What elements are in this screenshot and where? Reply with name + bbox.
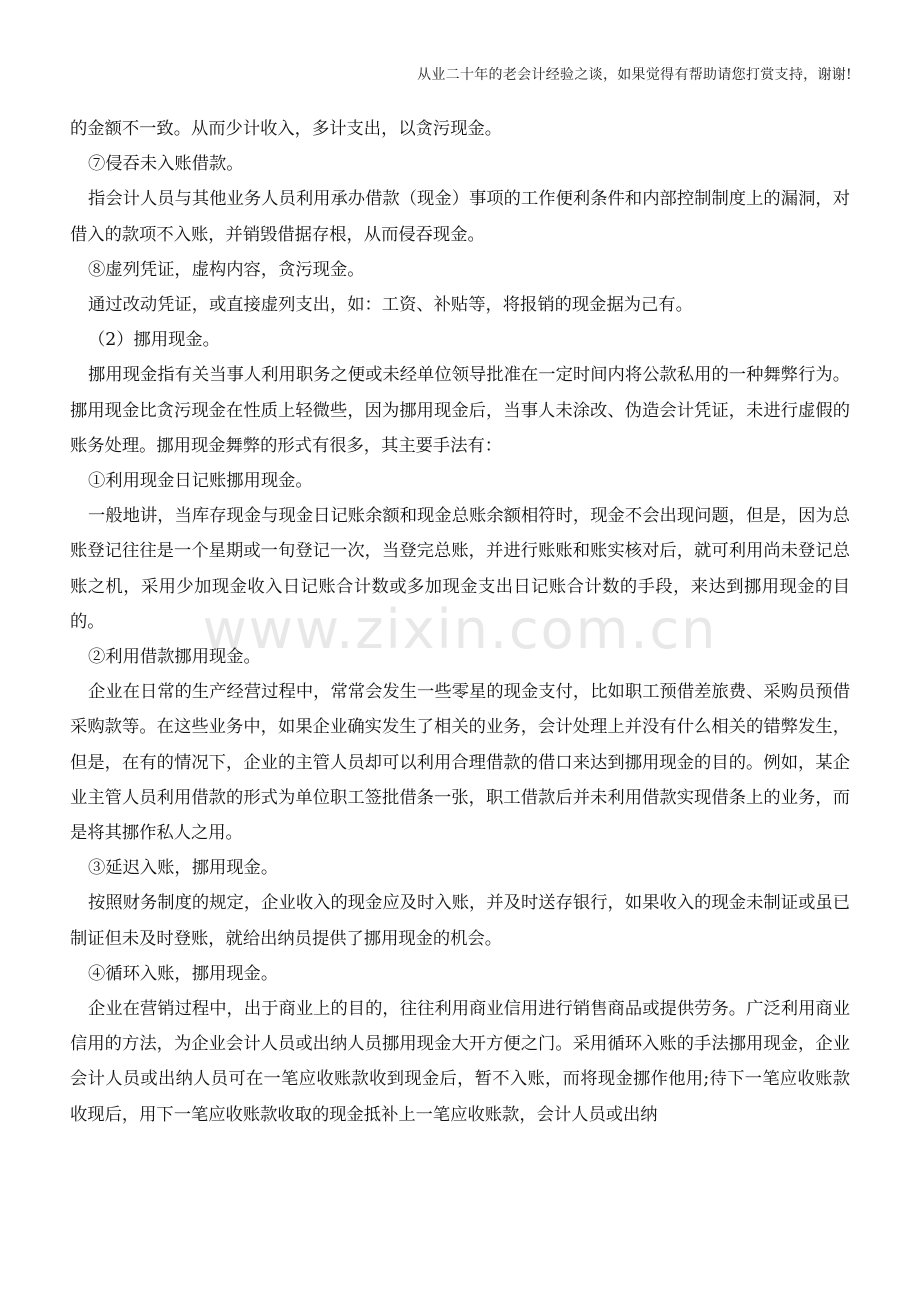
paragraph: 通过改动凭证，或直接虚列支出，如：工资、补贴等，将报销的现金据为己有。 (88, 295, 693, 316)
watermark: www.zixin.com.cn (202, 598, 718, 661)
paragraph: 指会计人员与其他业务人员利用承办借款（现金）事项的工作便利条件和内部控制制度上的漏洞，对借入的款项不入账，并销毁借据存根，从而侵吞现金。 (70, 189, 850, 245)
paragraph: 挪用现金指有关当事人利用职务之便或未经单位领导批准在一定时间内将公款私用的一种舞弊行为。挪用现金比贪污现金在性质上轻微些，因为挪用现金后，当事人未涂改、伪造会计凭证，未进行虚假的账务处理。挪用现金舞弊的形式有很多，其主要手法有： (70, 365, 850, 456)
item-7-heading: ⑦侵吞未入账借款。 (88, 154, 244, 175)
paragraph-continuation: 的金额不一致。从而少计收入，多计支出，以贪污现金。 (70, 119, 503, 139)
paragraph: 按照财务制度的规定，企业收入的现金应及时入账，并及时送存银行，如果收入的现金未制证或虽已制证但未及时登账，就给出纳员提供了挪用现金的机会。 (70, 893, 850, 949)
document-body (70, 112, 850, 1133)
item-2-heading: ②利用借款挪用现金。 (88, 647, 261, 668)
item-8-heading: ⑧虚列凭证，虚构内容，贪污现金。 (88, 259, 365, 280)
header-note: 从业二十年的老会计经验之谈，如果觉得有帮助请您打赏支持，谢谢! (417, 67, 852, 83)
paragraph: 企业在营销过程中，出于商业上的目的，往往利用商业信用进行销售商品或提供劳务。广泛利用商业信用的方法，为企业会计人员或出纳人员挪用现金大开方便之门。采用循环入账的手法挪用现金，企业会计人员或出纳人员可在一笔应收账款收到现金后，暂不入账，而将现金挪作他用;待下一笔应收账款收现后，用下一笔应收账款收取的现金抵补上一笔应收账款，会计人员或出纳 (70, 999, 850, 1125)
paragraph: 企业在日常的生产经营过程中，常常会发生一些零星的现金支付，比如职工预借差旅费、采购员预借采购款等。在这些业务中，如果企业确实发生了相关的业务，会计处理上并没有什么相关的错弊发生，但是，在有的情况下，企业的主管人员却可以利用合理借款的借口来达到挪用现金的目的。例如，某企业主管人员利用借款的形式为单位职工签批借条一张，职工借款后并未利用借款实现借条上的业务，而是将其挪作私人之用。 (70, 682, 850, 844)
item-3-heading: ③延迟入账，挪用现金。 (88, 858, 279, 879)
section-2-heading: （2）挪用现金。 (88, 330, 220, 351)
item-1-heading: ①利用现金日记账挪用现金。 (88, 471, 313, 492)
paragraph: 一般地讲，当库存现金与现金日记账余额和现金总账余额相符时，现金不会出现问题，但是，因为总账登记往往是一个星期或一旬登记一次，当登完总账，并进行账账和账实核对后，就可利用尚未登记总账之机，采用少加现金收入日记账合计数或多加现金支出日记账合计数的手段，来达到挪用现金的目的。 (70, 506, 850, 632)
item-4-heading: ④循环入账，挪用现金。 (88, 963, 279, 984)
